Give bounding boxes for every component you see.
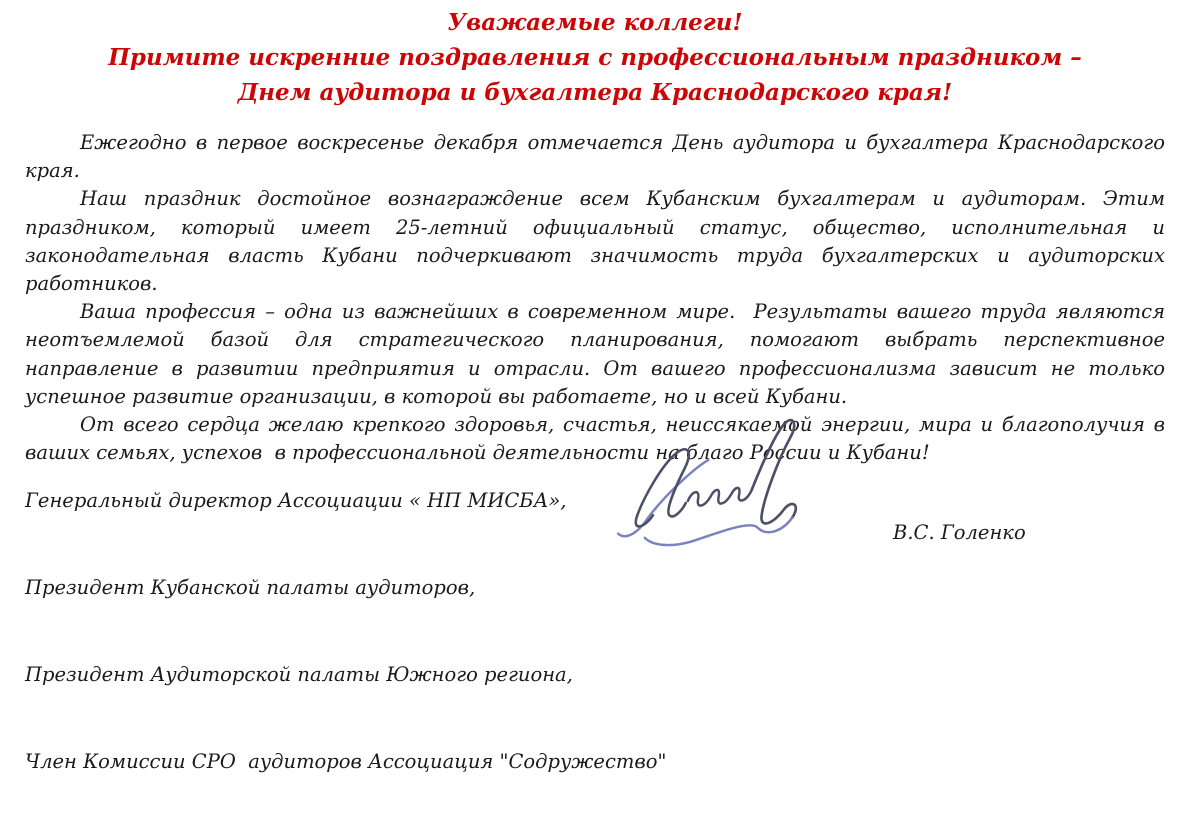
body-paragraph-1: Ежегодно в первое воскресенье декабря отмечается День аудитора и бухгалтера Краснодарского края. (25, 131, 1172, 183)
signer-title-line: Генеральный директор Ассоциации « НП МИСБА», (25, 489, 567, 512)
handwritten-signature-image (612, 416, 817, 551)
signer-title-line: Член Комиссии СРО аудиторов Ассоциация "Содружество" (25, 750, 667, 773)
header-line-holiday: Днем аудитора и бухгалтера Краснодарского края! (237, 79, 953, 106)
header-line-greeting: Уважаемые коллеги! (447, 9, 743, 36)
signature-section (25, 428, 1165, 773)
body-paragraph-3: Ваша профессия – одна из важнейших в современном мире. Результаты вашего труда являются неотъемлемой базой для стратегического планирования, помогают выбрать перспективное направление в развитии предприятия и отрасли. От вашего профессионализма зависит не только успешное развитие организации, в которой вы работаете, но и всей Кубани. (25, 300, 1172, 408)
body-paragraph-2: Наш праздник достойное вознаграждение всем Кубанским бухгалтерам и аудиторам. Этим праздником, который имеет 25-летний официальный статус, общество, исполнительная и законодательная власть Кубани подчеркивают значимость труда бухгалтерских и аудиторских работников. (25, 187, 1172, 296)
signer-name: В.С. Голенко (893, 521, 1026, 544)
body-paragraph-4: От всего сердца желаю крепкого здоровья, счастья, неиссякаемой энергии, мира и благополучия в ваших семьях, успехов в профессиональной деятельности на благо России и Кубани! (25, 413, 1172, 465)
signer-title-line: Президент Кубанской палаты аудиторов, (25, 576, 476, 599)
letter-body (25, 129, 1172, 467)
signer-title-line: Президент Аудиторской палаты Южного региона, (25, 663, 573, 686)
letter-header (0, 0, 1190, 110)
header-line-congratulation: Примите искренние поздравления с профессиональным праздником – (108, 44, 1082, 71)
signer-titles (25, 428, 1165, 834)
